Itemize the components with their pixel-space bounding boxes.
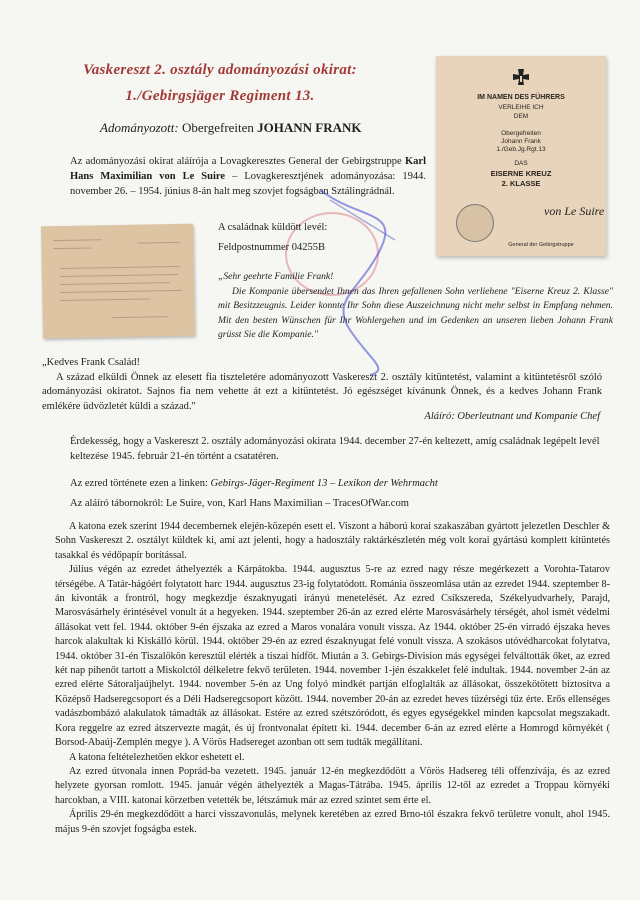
feldpost-number: Feldpostnummer 04255B [218, 242, 326, 253]
recipient-rank: Obergefreiten [181, 120, 254, 135]
hu-salutation: „Kedves Frank Család! [42, 357, 140, 368]
note-paragraph: Érdekesség, hogy a Vaskereszt 2. osztály adományozási okirata 1944. december 27-én keltezett, amíg családnak legépelt levél keltezése 1945. február 21-én történt a csatatéren. [70, 436, 600, 462]
iron-cross-icon [510, 68, 532, 90]
general-link-line [70, 498, 409, 509]
recipient-label: Adományozott: [100, 120, 179, 135]
hu-body: A század elküldi Önnek az elesett fia tiszteletére adományozott Vaskereszt 2. osztály kitüntetést, valamint a kitüntetésről szóló adományozási okiratot. Sajnos fia nem vehette át ezt a kitüntetést. Jó egészséget kívánunk Önnek, és a kedves Johann Frank emlékére üdvözletét küldi a század." [42, 371, 602, 412]
intro-paragraph [70, 154, 426, 199]
cert-award-2: 2. KLASSE [501, 179, 541, 188]
family-letter-label: A családnak küldött levél: [218, 222, 328, 233]
intro-text-1: Az adományozási okirat aláírója a Lovagkeresztes General der Gebirgstruppe [70, 156, 402, 167]
cert-signature: von Le Suire [544, 204, 605, 218]
family-letter-image [41, 224, 195, 339]
cert-sub1: VERLEIHE ICH [498, 104, 544, 111]
intro-text-2: – Lovagkeresztjének adományozása: 1944. november 26. – 1954. június 8-án halt meg szovjet fogságban Sztálingrádnál. [70, 171, 426, 197]
cert-rank: Obergefreiten [501, 130, 541, 137]
award-certificate-image [436, 56, 606, 256]
story-paragraph: Az ezred útvonala innen Poprád-ba vezetett. 1945. január 12-én megkezdődött a Vörös Hadsereg téli offenzívája, és az ezred helyzete gyorsan romlott. 1945. január végén áthelyezték a Magas-Tátrába. 1945. április 12-től az ezredet a Troppau környéki harcokban, a VIII. katonai körzetben vetették be, létszámuk már az ezred szintet sem érte el. [55, 765, 610, 806]
regiment-link-prefix: Az ezred története ezen a linken: [70, 478, 208, 489]
cert-footer: General der Gebirgstruppe [508, 242, 574, 248]
story-paragraph: A katona feltételezhetően ekkor eshetett el. [69, 751, 245, 763]
page-title: Vaskereszt 2. osztály adományozási okirat: [83, 62, 357, 78]
general-link-prefix: Az aláíró tábornokról: [70, 498, 164, 509]
hungarian-letter [42, 356, 602, 414]
cert-sub2: DEM [513, 113, 529, 120]
page-subtitle: 1./Gebirgsjäger Regiment 13. [125, 88, 315, 104]
intro-signer-name: Karl Hans Maximilian von Le Suire [70, 156, 426, 182]
recipient-line [100, 120, 362, 136]
german-salutation: „Sehr geehrte Familie Frank! [218, 271, 334, 282]
regiment-link-line [70, 478, 438, 489]
story-paragraph: A katona ezek szerint 1944 decembernek elején-közepén esett el. Viszont a háború korai szakaszában gyártott jelezetlen Deschler & Sohn Vaskereszt 2. osztályt küldtek ki, ami azt jelenti, hogy a hadosztály raktárkészletén még volt korai gyártású komplett kitüntetés tasakkal és védőpapír borítással. [55, 521, 610, 561]
cert-award-1: EISERNE KREUZ [490, 169, 552, 178]
letter-signer: Aláíró: Oberleutnant und Kompanie Chef [424, 411, 600, 422]
story-paragraph: Április 29-én megkezdődött a harci visszavonulás, melynek keretében az ezred Brno-tól északra fekvő területre vonult, ahol 1945. május 9-én szovjet fogságba estek. [55, 809, 610, 835]
recipient-name: JOHANN FRANK [257, 120, 362, 135]
german-body: Die Kompanie übersendet Ihnen das Ihren gefallenen Sohn verliehene "Eiserne Kreuz 2. Klasse" mit Besitzzeugnis. Leider konnte Ihr Sohn diese Auszeichnung nicht mehr selbst in Empfang nehmen. Mit den besten Wünschen für Ihr Wohlergehen und im Gedenken an unseren lieben Johann Frank grüsst Sie die Kompanie." [218, 285, 613, 340]
cert-das: DAS [514, 160, 528, 167]
cert-name: Johann Frank [501, 138, 541, 145]
cert-unit: 1./Geb.Jg.Rgt.13 [496, 146, 546, 153]
regiment-link[interactable]: Gebirgs-Jäger-Regiment 13 – Lexikon der Wehrmacht [210, 478, 438, 489]
general-link[interactable]: Le Suire, von, Karl Hans Maximilian – TracesOfWar.com [165, 498, 409, 509]
eagle-stamp-icon [456, 204, 494, 242]
story-paragraph: Július végén az ezredet áthelyezték a Kárpátokba. 1944. augusztus 5-re az ezred nagy része megérkezett a Vorohta-Tatarov térségébe. A Tatár-hágóért folytatott harc 1944. augusztus 23-ig folytatódott. Románia összeomlása után az ezredet 1944. szeptember 8-án kivonták a frontról, hogy megkezdje északnyugati irányú menetelését. Az ezred Csíkszereda, Székelyudvarhely, Parajd, Marosvásárhely érintésével vonult át a hegyeken. 1944. szeptember 26-án az ezred elérte Marosvásárhely térségét, ahol ismét védelmi állásokat vett fel. 1944. október 9-én éjszaka az ezred a Maros vonalára vonult vissza. Az 1944. október 25-én virradó éjszaka heves harcok alakultak ki Kiskálló körül. 1944. október 29-én az ezred északnyugat felé vonult vissza. A szokásos utóvédharcokat folytatva, 1944. október 31-én Tiszalökön keresztül elérték a tiszai hídfőt. Miután a 3. Gebirgs-Division más egységei felváltották őket, az ezred két nap pihenőt tartott a Miskolctól délkeletre fekvő területen. 1944. november 1-jén északkelet felé indultak. 1944. november 2-án az ezred elérte Sátoraljaújhelyt. 1944. november 5-én az Ung folyó mindkét partján elfoglalták az állásokat, összekötötett biztosítva a Középső Hadseregcsoport és a Déli Hadseregcsoport között. 1944. november 20-án az ezredet heves tüzérségi tűz érte. Erős ellenséges vadászbombázó alakulatok támadták az állásokat. Estére az ezred szétszóródott, és egyes egységekkel minden kapcsolat megszakadt. Kora reggelre az ezred átszervezte magát, és új frontvonalat épített ki. 1944. december 6-án az ezred elérte a Homrogd környékét ( Borsod-Abaúj-Zemplén megye ). A Vörös Hadsereget azonban ott sem tudták megállítani. [55, 564, 610, 749]
history-text [55, 520, 610, 837]
german-letter-quote [218, 270, 613, 343]
cert-header: IM NAMEN DES FÜHRERS [477, 94, 565, 101]
